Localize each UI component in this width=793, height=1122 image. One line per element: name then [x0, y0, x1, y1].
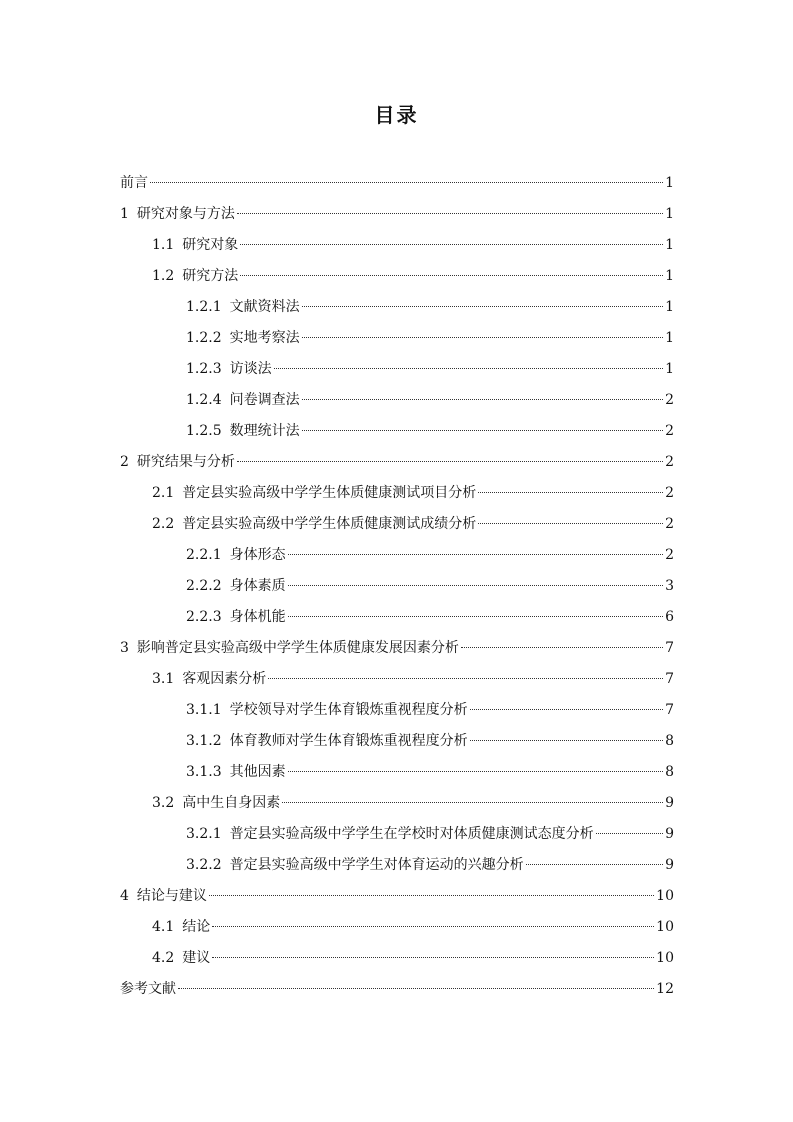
toc-entry[interactable] [152, 914, 674, 940]
toc-dot-leader [302, 306, 663, 307]
toc-entry-title: 学校领导对学生体育锻炼重视程度分析 [229, 702, 468, 718]
toc-entry-title: 体育教师对学生体育锻炼重视程度分析 [229, 733, 468, 749]
toc-dot-leader [212, 957, 654, 958]
toc-entry-number: 4.2 [152, 950, 175, 966]
toc-title: 目录 [374, 103, 419, 127]
toc-dot-leader [302, 430, 663, 431]
toc-dot-leader [268, 678, 663, 679]
toc-entry-number: 3.1.2 [186, 733, 222, 749]
toc-entry-label [186, 356, 272, 382]
toc-entry[interactable] [152, 666, 674, 692]
toc-page-number: 1 [665, 361, 674, 377]
toc-entry-label [186, 728, 468, 754]
toc-entry-number: 1.1 [152, 237, 175, 253]
toc-dot-leader [274, 368, 663, 369]
toc-entry-title: 数理统计法 [229, 423, 300, 439]
toc-page-number: 3 [665, 578, 674, 594]
toc-entry-title: 身体形态 [229, 547, 286, 563]
toc-entry-label [152, 914, 210, 940]
toc-dot-leader [302, 399, 663, 400]
toc-entry-label [186, 387, 300, 413]
toc-page-number: 7 [665, 640, 674, 656]
toc-dot-leader [478, 523, 663, 524]
toc-entry-title: 研究对象 [182, 237, 239, 253]
toc-entry-label [186, 604, 286, 630]
toc-page-number: 9 [665, 857, 674, 873]
toc-entry-title: 参考文献 [120, 981, 176, 997]
toc-entry[interactable] [120, 201, 674, 227]
toc-entry-number: 4 [120, 888, 129, 904]
toc-dot-leader [461, 647, 663, 648]
toc-entry[interactable] [186, 573, 674, 599]
toc-entry-label [152, 511, 476, 537]
toc-entry-label [120, 170, 148, 196]
toc-entry-number: 3.1.3 [186, 764, 222, 780]
toc-dot-leader [288, 616, 663, 617]
toc-dot-leader [282, 802, 663, 803]
toc-entry[interactable] [186, 387, 674, 413]
toc-entry-label [186, 542, 286, 568]
toc-entry[interactable] [186, 728, 674, 754]
toc-entry[interactable] [152, 790, 674, 816]
toc-entry-title: 文献资料法 [229, 299, 300, 315]
toc-entry-label [186, 852, 524, 878]
toc-page-number: 9 [665, 795, 674, 811]
toc-dot-leader [302, 337, 663, 338]
toc-page-number: 1 [665, 206, 674, 222]
toc-entry[interactable] [186, 759, 674, 785]
toc-entry-label [186, 759, 286, 785]
toc-entry[interactable] [186, 852, 674, 878]
toc-dot-leader [237, 461, 663, 462]
toc-entry-title: 建议 [182, 950, 211, 966]
toc-page-number: 10 [656, 888, 674, 904]
toc-entry[interactable] [152, 480, 674, 506]
toc-dot-leader [209, 895, 654, 896]
toc-entry[interactable] [186, 325, 674, 351]
toc-entry-number: 2.1 [152, 485, 175, 501]
toc-dot-leader [240, 244, 663, 245]
toc-entry-title: 身体机能 [229, 609, 286, 625]
toc-entry-label [186, 294, 300, 320]
toc-entry[interactable] [186, 356, 674, 382]
toc-page-number: 7 [665, 671, 674, 687]
toc-entry-title: 普定县实验高级中学学生体质健康测试项目分析 [182, 485, 477, 501]
toc-entry-number: 4.1 [152, 919, 175, 935]
toc-entry-number: 3.2 [152, 795, 175, 811]
toc-dot-leader [470, 709, 663, 710]
toc-page-number: 2 [665, 485, 674, 501]
toc-entry-number: 2.2.2 [186, 578, 222, 594]
toc-entry-label [120, 976, 176, 1002]
toc-page-number: 7 [665, 702, 674, 718]
toc-entry-title: 普定县实验高级中学学生体质健康测试成绩分析 [182, 516, 477, 532]
toc-entry-label [152, 480, 476, 506]
toc-entry-label [152, 263, 238, 289]
toc-entry[interactable] [186, 542, 674, 568]
toc-entry[interactable] [186, 294, 674, 320]
toc-entry-title: 结论与建议 [136, 888, 207, 904]
toc-entry[interactable] [152, 232, 674, 258]
toc-page-number: 1 [665, 268, 674, 284]
toc-page-number: 8 [665, 764, 674, 780]
toc-entry-number: 1.2 [152, 268, 175, 284]
toc-entry-number: 3.2.2 [186, 857, 222, 873]
toc-dot-leader [178, 988, 654, 989]
toc-entry[interactable] [120, 635, 674, 661]
toc-entry-number: 1 [120, 206, 129, 222]
toc-dot-leader [288, 585, 663, 586]
toc-page-number: 2 [665, 516, 674, 532]
toc-entry-number: 3.2.1 [186, 826, 222, 842]
toc-page-number: 10 [656, 950, 674, 966]
toc-page-number: 8 [665, 733, 674, 749]
toc-page-number: 1 [665, 237, 674, 253]
toc-entry-label [186, 821, 594, 847]
toc-entry-title: 问卷调查法 [229, 392, 300, 408]
toc-entry-number: 3 [120, 640, 129, 656]
toc-page-number: 1 [665, 175, 674, 191]
toc-dot-leader [288, 771, 663, 772]
toc-page-number: 2 [665, 423, 674, 439]
toc-entry[interactable] [120, 170, 674, 196]
toc-entry-number: 1.2.1 [186, 299, 222, 315]
toc-entry-label [152, 666, 266, 692]
toc-entry-number: 2 [120, 454, 129, 470]
toc-dot-leader [288, 554, 663, 555]
toc-dot-leader [470, 740, 663, 741]
toc-page-number: 1 [665, 299, 674, 315]
toc-entry-label [152, 232, 238, 258]
toc-entry-title: 结论 [182, 919, 211, 935]
toc-page-number: 1 [665, 330, 674, 346]
toc-entry-title: 客观因素分析 [182, 671, 267, 687]
toc-entry-label [152, 945, 210, 971]
toc-page-number: 2 [665, 547, 674, 563]
toc-entry-label [152, 790, 280, 816]
toc-entry-title: 高中生自身因素 [182, 795, 281, 811]
toc-entry-number: 3.1 [152, 671, 175, 687]
toc-entry[interactable] [186, 418, 674, 444]
toc-entry-title: 研究方法 [182, 268, 239, 284]
toc-entry-number: 1.2.4 [186, 392, 222, 408]
toc-entry-number: 1.2.3 [186, 361, 222, 377]
toc-entry-title: 身体素质 [229, 578, 286, 594]
toc-entry-label [120, 883, 207, 909]
toc-entry-label [186, 418, 300, 444]
toc-entry[interactable] [186, 821, 674, 847]
toc-entry-label [186, 325, 300, 351]
toc-entry-label [120, 449, 235, 475]
toc-entry-label [120, 635, 459, 661]
toc-dot-leader [478, 492, 663, 493]
toc-entry[interactable] [152, 263, 674, 289]
toc-dot-leader [150, 182, 663, 183]
toc-entry-title: 普定县实验高级中学学生对体育运动的兴趣分析 [229, 857, 524, 873]
toc-entry-number: 1.2.2 [186, 330, 222, 346]
toc-entry-number: 2.2.1 [186, 547, 222, 563]
toc-entry-title: 其他因素 [229, 764, 286, 780]
toc-entry[interactable] [186, 604, 674, 630]
toc-entry-title: 影响普定县实验高级中学学生体质健康发展因素分析 [136, 640, 459, 656]
toc-entry[interactable] [152, 511, 674, 537]
toc-page-number: 6 [665, 609, 674, 625]
toc-dot-leader [596, 833, 663, 834]
toc-entry[interactable] [120, 883, 674, 909]
toc-page-number: 2 [665, 454, 674, 470]
toc-entry[interactable] [120, 976, 674, 1002]
toc-page-number: 9 [665, 826, 674, 842]
toc-page-number: 12 [656, 981, 674, 997]
toc-entry-label [186, 697, 468, 723]
toc-page-number: 2 [665, 392, 674, 408]
toc-entry-label [186, 573, 286, 599]
toc-entry-title: 研究对象与方法 [136, 206, 235, 222]
toc-entry-title: 研究结果与分析 [136, 454, 235, 470]
toc-dot-leader [237, 213, 663, 214]
toc-entry-title: 普定县实验高级中学学生在学校时对体质健康测试态度分析 [229, 826, 594, 842]
toc-dot-leader [212, 926, 654, 927]
toc-entry-number: 2.2.3 [186, 609, 222, 625]
toc-dot-leader [526, 864, 663, 865]
toc-entry[interactable] [186, 697, 674, 723]
toc-page-number: 10 [656, 919, 674, 935]
toc-entry-title: 前言 [120, 175, 148, 191]
toc-entry-number: 2.2 [152, 516, 175, 532]
toc-entry-number: 3.1.1 [186, 702, 222, 718]
toc-entry[interactable] [152, 945, 674, 971]
toc-entry[interactable] [120, 449, 674, 475]
toc-entry-number: 1.2.5 [186, 423, 222, 439]
toc-dot-leader [240, 275, 663, 276]
toc-entry-title: 访谈法 [229, 361, 272, 377]
toc-entry-title: 实地考察法 [229, 330, 300, 346]
toc-entry-label [120, 201, 235, 227]
